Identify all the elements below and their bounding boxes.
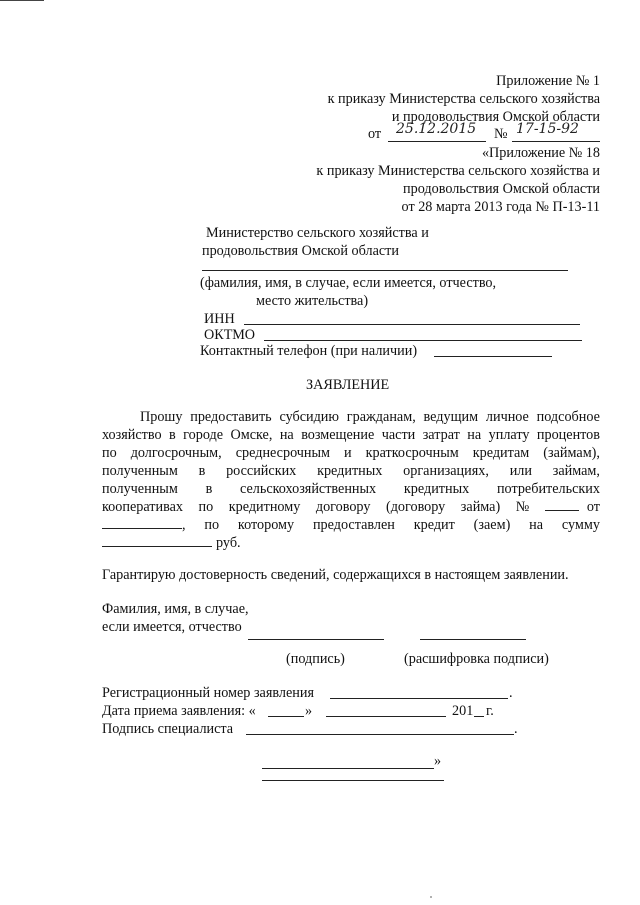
receipt-year-underline	[474, 716, 484, 717]
appendix-title: Приложение № 1	[496, 73, 600, 89]
body-word: субсидию	[279, 409, 339, 425]
fio-hint-1: (фамилия, имя, в случае, если имеется, отчество,	[200, 275, 497, 291]
reg-number-label: Регистрационный номер заявления	[102, 685, 314, 701]
closing-underline-2	[262, 780, 444, 781]
body-word: (заем)	[473, 517, 511, 533]
body-word: кредитных	[403, 481, 470, 497]
specialist-underline	[246, 734, 514, 735]
body-word: на	[279, 427, 294, 443]
fio-hint-2: место жительства)	[256, 293, 369, 309]
body-word: по	[102, 445, 117, 461]
body-word: кредитных	[317, 463, 383, 479]
number-prefix: №	[494, 126, 508, 142]
body-word: и	[344, 445, 352, 461]
oktmo-label: ОКТМО	[204, 327, 256, 343]
body-word: на	[529, 517, 544, 533]
body-word: ведущим	[423, 409, 479, 425]
body-word: Прошу	[140, 409, 183, 425]
receipt-month-underline	[326, 716, 446, 717]
body-word: уплату	[488, 427, 530, 443]
fio-underline	[202, 270, 568, 271]
body-word: хозяйство	[102, 427, 162, 443]
phone-underline	[434, 356, 552, 357]
phone-label: Контактный телефон (при наличии)	[200, 343, 418, 359]
top-edge-line	[0, 0, 44, 1]
body-word: городе	[183, 427, 224, 443]
order-line-2: к приказу Министерства сельского хозяйства и	[316, 163, 600, 179]
body-word: (займам),	[543, 445, 600, 461]
amount-underline	[102, 534, 212, 547]
body-word: возмещение	[301, 427, 375, 443]
body-word: №	[515, 499, 530, 515]
closing-quote: »	[434, 753, 442, 769]
body-line	[102, 426, 600, 444]
contract-number-underline	[545, 498, 579, 511]
contract-date-blank	[102, 516, 186, 534]
reg-number-underline	[330, 698, 508, 699]
body-word: кредитам	[472, 445, 530, 461]
oktmo-underline	[264, 340, 582, 341]
body-word: гражданам,	[346, 409, 416, 425]
body-word: подсобное	[536, 409, 600, 425]
document-title: ЗАЯВЛЕНИЕ	[306, 377, 390, 393]
receipt-year: 201	[452, 703, 474, 719]
body-word: займам,	[552, 463, 600, 479]
body-word: в	[198, 463, 206, 479]
receipt-year-suffix: г.	[486, 703, 494, 719]
addressee-line-1: Министерство сельского хозяйства и	[206, 225, 429, 241]
contract-date-group	[545, 498, 600, 516]
appendix-18-title: «Приложение № 18	[481, 145, 600, 161]
body-word: (договору	[385, 499, 446, 515]
handwritten-date: 25.12.2015	[396, 121, 477, 137]
ministry-line-2: продовольствия Омской области	[403, 181, 600, 197]
application-body	[102, 408, 600, 552]
specialist-period: .	[514, 721, 518, 737]
scan-speck	[430, 896, 432, 898]
receipt-day-underline	[268, 716, 304, 717]
signature-caption: (подпись)	[286, 651, 345, 667]
inn-label: ИНН	[204, 311, 235, 327]
body-word: в	[205, 481, 213, 497]
specialist-signature-label: Подпись специалиста	[102, 721, 234, 737]
body-line	[102, 444, 600, 462]
order-line: к приказу Министерства сельского хозяйства	[327, 91, 600, 107]
reg-period: .	[509, 685, 513, 701]
body-word: в	[169, 427, 176, 443]
contract-from-label: от	[586, 499, 600, 515]
body-word: которому	[237, 517, 295, 533]
body-word: сельскохозяйственных	[240, 481, 377, 497]
body-word: займа)	[460, 499, 501, 515]
number-underline	[512, 141, 600, 142]
body-word: полученным	[102, 463, 178, 479]
receipt-date-quote: »	[305, 703, 313, 719]
ministry-line: и продовольствия Омской области	[391, 109, 600, 125]
rub-label: руб.	[216, 535, 241, 551]
handwritten-number: 17-15-92	[516, 121, 579, 137]
body-word: кооперативах	[102, 499, 183, 515]
closing-underline-1	[262, 768, 434, 769]
signature-underline	[248, 639, 384, 640]
body-word: предоставлен	[312, 517, 395, 533]
comma: ,	[182, 517, 186, 533]
body-word: договору	[315, 499, 371, 515]
body-word: личное	[485, 409, 529, 425]
body-word: по	[204, 517, 220, 533]
body-word: среднесрочным	[235, 445, 331, 461]
body-word: потребительских	[496, 481, 600, 497]
body-word: Омске,	[230, 427, 273, 443]
addressee-line-2: продовольствия Омской области	[202, 243, 399, 259]
order-date-number: от 28 марта 2013 года № П-13-11	[401, 199, 600, 215]
body-word: затрат	[422, 427, 460, 443]
body-line	[102, 516, 600, 534]
guarantee-statement: Гарантирую достоверность сведений, содержащихся в настоящем заявлении.	[102, 567, 569, 583]
body-line	[102, 408, 600, 426]
body-word: полученным	[102, 481, 178, 497]
body-line	[102, 498, 600, 516]
body-word: российских	[226, 463, 297, 479]
body-word: кредитному	[228, 499, 301, 515]
body-word: по	[198, 499, 214, 515]
body-line	[102, 462, 600, 480]
body-word: сумму	[561, 517, 600, 533]
body-word: предоставить	[190, 409, 272, 425]
decode-underline	[420, 639, 526, 640]
decode-caption: (расшифровка подписи)	[404, 651, 549, 667]
signature-fio-label-2: если имеется, отчество	[102, 619, 242, 635]
contract-date-underline	[102, 516, 182, 529]
signature-fio-label-1: Фамилия, имя, в случае,	[102, 601, 249, 617]
body-word: или	[509, 463, 532, 479]
body-line	[102, 480, 600, 498]
body-word: части	[381, 427, 416, 443]
body-line-last	[102, 534, 600, 552]
body-word: долгосрочным,	[130, 445, 222, 461]
receipt-date-label: Дата приема заявления: «	[102, 703, 256, 719]
body-word: процентов	[536, 427, 600, 443]
body-word: на	[467, 427, 482, 443]
inn-underline	[244, 324, 580, 325]
body-word: кредит	[413, 517, 455, 533]
date-prefix: от	[368, 126, 382, 142]
body-word: организациях,	[403, 463, 489, 479]
date-underline	[388, 141, 486, 142]
body-word: краткосрочным	[365, 445, 459, 461]
